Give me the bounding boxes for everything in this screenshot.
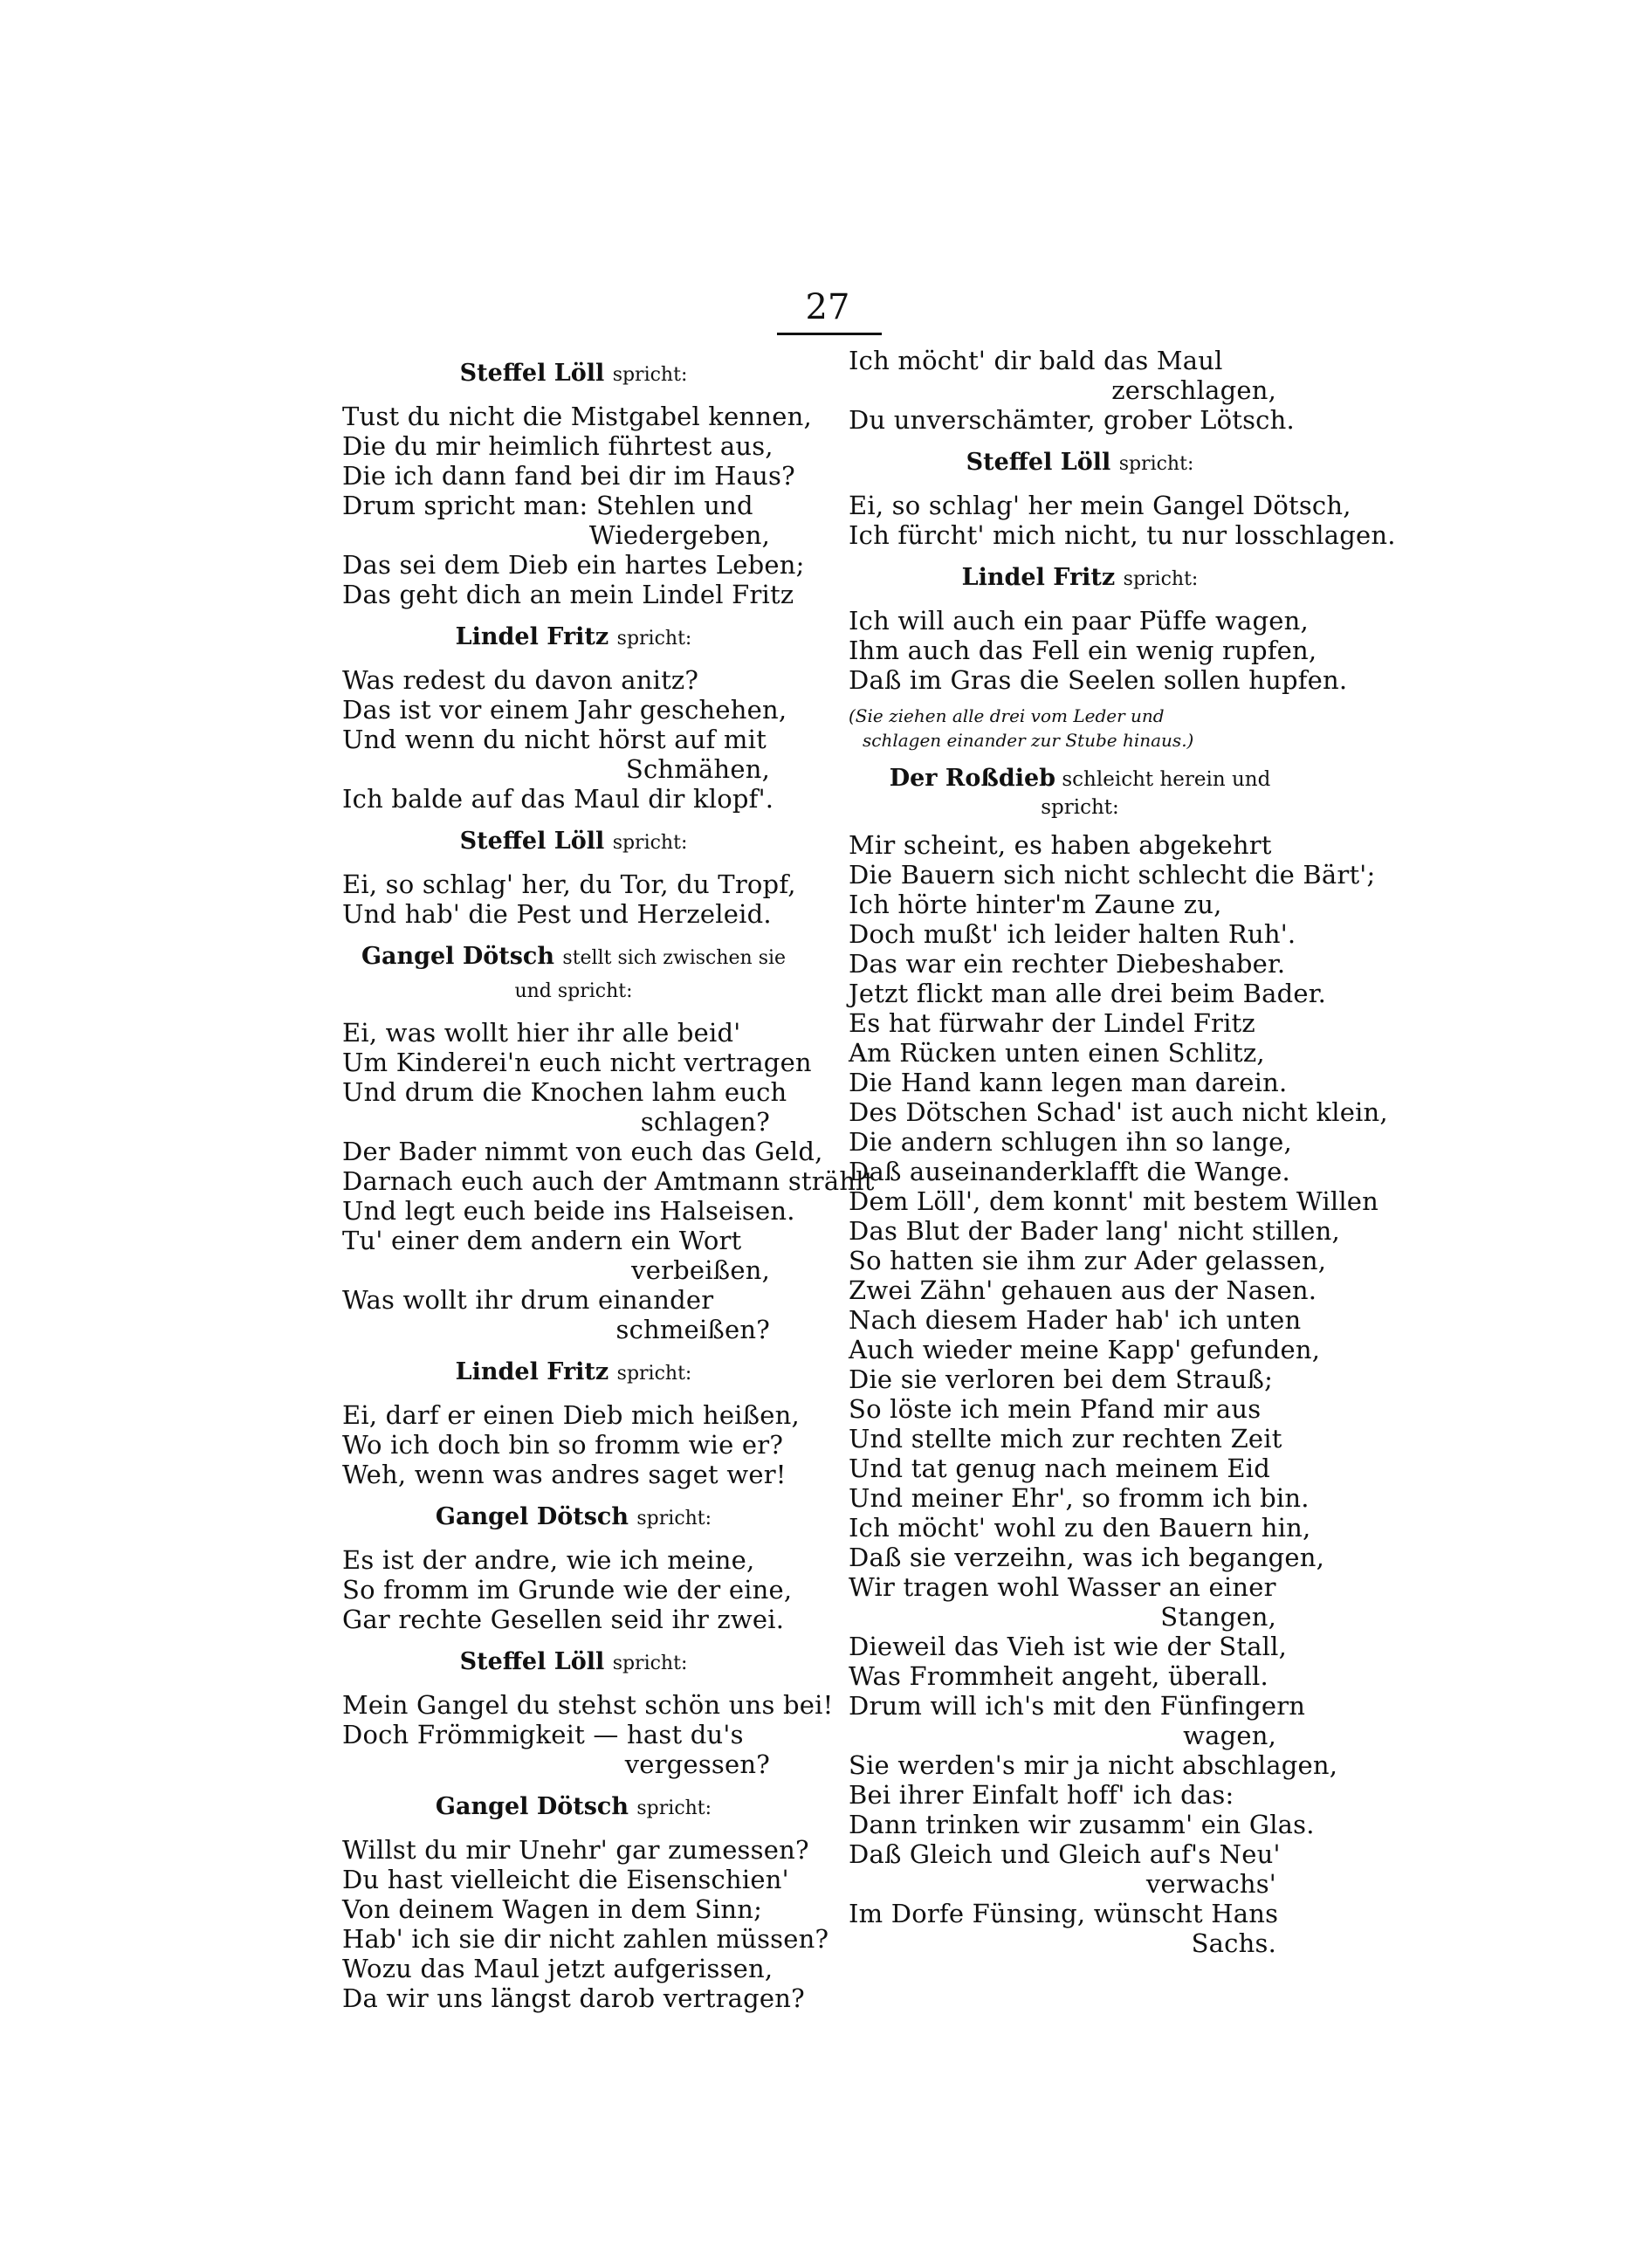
verse-line: Ei, so schlag' her, du Tor, du Tropf,	[342, 869, 796, 899]
verse-line: Doch Frömmigkeit — hast du's	[342, 1720, 744, 1749]
verse-line: Sachs.	[1191, 1928, 1276, 1958]
verse-line: Du hast vielleicht die Eisenschien'	[342, 1865, 789, 1894]
verse-line: Ich will auch ein paar Püffe wagen,	[849, 606, 1309, 636]
verse-line: Die sie verloren bei dem Strauß;	[849, 1364, 1274, 1394]
verse-line: Es hat fürwahr der Lindel Fritz	[849, 1008, 1255, 1038]
speaker-name: Gangel Dötsch	[435, 1793, 629, 1820]
speaker-heading	[849, 562, 1311, 595]
verse-line: Und tat genug nach meinem Eid	[849, 1454, 1270, 1483]
verse-line: Das war ein rechter Diebeshaber.	[849, 949, 1286, 979]
verse-line: Dem Löll', dem konnt' mit bestem Willen	[849, 1186, 1379, 1216]
verse-line: Ich balde auf das Maul dir klopf'.	[342, 784, 774, 814]
verse-line: Dieweil das Vieh ist wie der Stall,	[849, 1632, 1288, 1661]
verse-line: Stangen,	[1160, 1602, 1276, 1632]
verse-line: zerschlagen,	[1111, 375, 1276, 405]
verse-line: schlagen?	[640, 1107, 770, 1137]
verse-line: Drum will ich's mit den Fünfingern	[849, 1691, 1306, 1721]
speaker-name: Lindel Fritz	[455, 623, 609, 650]
verse-line: Was redest du davon anitz?	[342, 665, 699, 695]
verse-line: Du unverschämter, grober Lötsch.	[849, 405, 1295, 435]
verse-line: Und meiner Ehr', so fromm ich bin.	[849, 1483, 1310, 1513]
speaker-name: Steffel Löll	[459, 1648, 605, 1675]
verse-line: Auch wieder meine Kapp' gefunden,	[849, 1335, 1321, 1364]
speaker-heading	[342, 358, 805, 391]
speaker-direction: schleicht herein und spricht:	[1041, 768, 1271, 819]
verse-line: Und wenn du nicht hörst auf mit	[342, 725, 767, 754]
verse-line: Daß im Gras die Seelen sollen hupfen.	[849, 665, 1348, 695]
verse-line: Um Kinderei'n euch nicht vertragen	[342, 1048, 812, 1077]
verse-line: wagen,	[1183, 1721, 1276, 1750]
speaker-direction: spricht:	[612, 364, 688, 386]
verse-line: Willst du mir Unehr' gar zumessen?	[342, 1835, 809, 1865]
verse-line: Weh, wenn was andres saget wer!	[342, 1460, 787, 1489]
verse-line: Drum spricht man: Stehlen und	[342, 491, 753, 520]
verse-line: Das Blut der Bader lang' nicht stillen,	[849, 1216, 1340, 1246]
verse-line: Daß Gleich und Gleich auf's Neu'	[849, 1839, 1281, 1869]
verse-line: Ich möcht' dir bald das Maul	[849, 346, 1223, 375]
verse-line: Am Rücken unten einen Schlitz,	[849, 1038, 1265, 1068]
verse-line: Zwei Zähn' gehauen aus der Nasen.	[849, 1275, 1317, 1305]
speaker-name: Steffel Löll	[459, 360, 605, 387]
verse-line: Daß sie verzeihn, was ich begangen,	[849, 1543, 1325, 1572]
speaker-heading	[849, 765, 1311, 821]
left-column	[342, 346, 875, 2013]
verse-line: Mir scheint, es haben abgekehrt	[849, 830, 1272, 860]
speaker-heading	[342, 1357, 805, 1390]
verse-line: Daß auseinanderklafft die Wange.	[849, 1157, 1290, 1186]
speaker-name: Steffel Löll	[966, 449, 1111, 476]
verse-line: Wo ich doch bin so fromm wie er?	[342, 1430, 784, 1460]
verse-line: Nach diesem Hader hab' ich unten	[849, 1305, 1302, 1335]
verse-line: verbeißen,	[631, 1255, 770, 1285]
speaker-heading	[849, 447, 1311, 480]
speaker-direction: spricht:	[636, 1797, 712, 1819]
speaker-direction: spricht:	[616, 628, 692, 649]
page-number-rule	[777, 333, 882, 335]
verse-line: Ich fürcht' mich nicht, tu nur losschlagen.	[849, 520, 1396, 550]
verse-line: Das geht dich an mein Lindel Fritz	[342, 580, 794, 609]
verse-line: Im Dorfe Fünsing, wünscht Hans	[849, 1899, 1279, 1928]
verse-line: Das sei dem Dieb ein hartes Leben;	[342, 550, 805, 580]
verse-line: Hab' ich sie dir nicht zahlen müssen?	[342, 1924, 829, 1954]
verse-line: Wiedergeben,	[588, 520, 770, 550]
verse-line: Ich hörte hinter'm Zaune zu,	[849, 890, 1222, 919]
verse-line: So löste ich mein Pfand mir aus	[849, 1394, 1262, 1424]
verse-line: Und stellte mich zur rechten Zeit	[849, 1424, 1282, 1454]
verse-line: schmeißen?	[615, 1315, 770, 1344]
verse-line: vergessen?	[624, 1749, 770, 1779]
stage-direction-line: schlagen einander zur Stube hinaus.)	[863, 730, 1194, 751]
verse-line: Sie werden's mir ja nicht abschlagen,	[849, 1750, 1338, 1780]
speaker-direction: spricht:	[1118, 453, 1194, 475]
speaker-heading	[342, 1791, 805, 1825]
speaker-name: Gangel Dötsch	[361, 943, 554, 970]
verse-line: Was Frommheit angeht, überall.	[849, 1661, 1268, 1691]
verse-line: Von deinem Wagen in dem Sinn;	[342, 1894, 763, 1924]
speaker-heading	[342, 1646, 805, 1680]
verse-line: Mein Gangel du stehst schön uns bei!	[342, 1690, 834, 1720]
verse-line: Da wir uns längst darob vertragen?	[342, 1983, 805, 2013]
verse-line: Der Bader nimmt von euch das Geld,	[342, 1137, 823, 1166]
verse-line: Ei, was wollt hier ihr alle beid'	[342, 1018, 741, 1048]
verse-line: Die du mir heimlich führtest aus,	[342, 431, 773, 461]
speaker-direction: spricht:	[612, 832, 688, 854]
speaker-name: Gangel Dötsch	[435, 1503, 629, 1530]
speaker-direction: spricht:	[636, 1508, 712, 1529]
speaker-heading	[342, 826, 805, 859]
verse-line: Und hab' die Pest und Herzeleid.	[342, 899, 772, 929]
stage-direction	[849, 704, 1311, 753]
speaker-heading	[342, 622, 805, 655]
verse-line: Schmähen,	[625, 754, 770, 784]
verse-line: Tust du nicht die Mistgabel kennen,	[342, 402, 812, 431]
verse-line: Ei, so schlag' her mein Gangel Dötsch,	[849, 491, 1351, 520]
verse-line: Jetzt flickt man alle drei beim Bader.	[849, 979, 1327, 1008]
verse-line: Die andern schlugen ihn so lange,	[849, 1127, 1292, 1157]
speaker-direction: spricht:	[612, 1653, 688, 1674]
verse-line: Die Hand kann legen man darein.	[849, 1068, 1288, 1097]
verse-line: Und legt euch beide ins Halseisen.	[342, 1196, 795, 1226]
verse-line: Des Dötschen Schad' ist auch nicht klein,	[849, 1097, 1388, 1127]
speaker-name: Der Roßdieb	[889, 765, 1056, 792]
verse-line: Die ich dann fand bei dir im Haus?	[342, 461, 795, 491]
verse-line: Tu' einer dem andern ein Wort	[342, 1226, 742, 1255]
verse-line: Ich möcht' wohl zu den Bauern hin,	[849, 1513, 1311, 1543]
speaker-name: Lindel Fritz	[961, 564, 1116, 591]
verse-line: Doch mußt' ich leider halten Ruh'.	[849, 919, 1296, 949]
verse-line: Und drum die Knochen lahm euch	[342, 1077, 787, 1107]
speaker-name: Steffel Löll	[459, 828, 605, 855]
verse-line: Ihm auch das Fell ein wenig rupfen,	[849, 636, 1317, 665]
verse-line: Gar rechte Gesellen seid ihr zwei.	[342, 1605, 785, 1634]
stage-direction-line: (Sie ziehen alle drei vom Leder und	[849, 705, 1165, 726]
page-number: 27	[805, 287, 850, 327]
verse-line: Darnach euch auch der Amtmann strählt	[342, 1166, 875, 1196]
verse-line: Wir tragen wohl Wasser an einer	[849, 1572, 1276, 1602]
verse-line: verwachs'	[1145, 1869, 1276, 1899]
verse-line: Was wollt ihr drum einander	[342, 1285, 714, 1315]
speaker-direction: spricht:	[616, 1363, 692, 1385]
speaker-direction: und spricht:	[514, 980, 633, 1002]
speaker-direction: stellt sich zwischen sie	[562, 947, 787, 969]
speaker-direction: spricht:	[1123, 568, 1199, 590]
verse-line: So fromm im Grunde wie der eine,	[342, 1575, 793, 1605]
verse-line: Wozu das Maul jetzt aufgerissen,	[342, 1954, 773, 1983]
verse-line: Dann trinken wir zusamm' ein Glas.	[849, 1810, 1315, 1839]
speaker-name: Lindel Fritz	[455, 1358, 609, 1385]
verse-line: Ei, darf er einen Dieb mich heißen,	[342, 1400, 800, 1430]
verse-line: Die Bauern sich nicht schlecht die Bärt';	[849, 860, 1376, 890]
verse-line: Es ist der andre, wie ich meine,	[342, 1545, 755, 1575]
speaker-heading	[342, 941, 805, 1007]
right-column	[849, 346, 1396, 1958]
verse-line: Bei ihrer Einfalt hoff' ich das:	[849, 1780, 1234, 1810]
verse-line: Das ist vor einem Jahr geschehen,	[342, 695, 787, 725]
verse-line: So hatten sie ihm zur Ader gelassen,	[849, 1246, 1327, 1275]
speaker-heading	[342, 1502, 805, 1535]
